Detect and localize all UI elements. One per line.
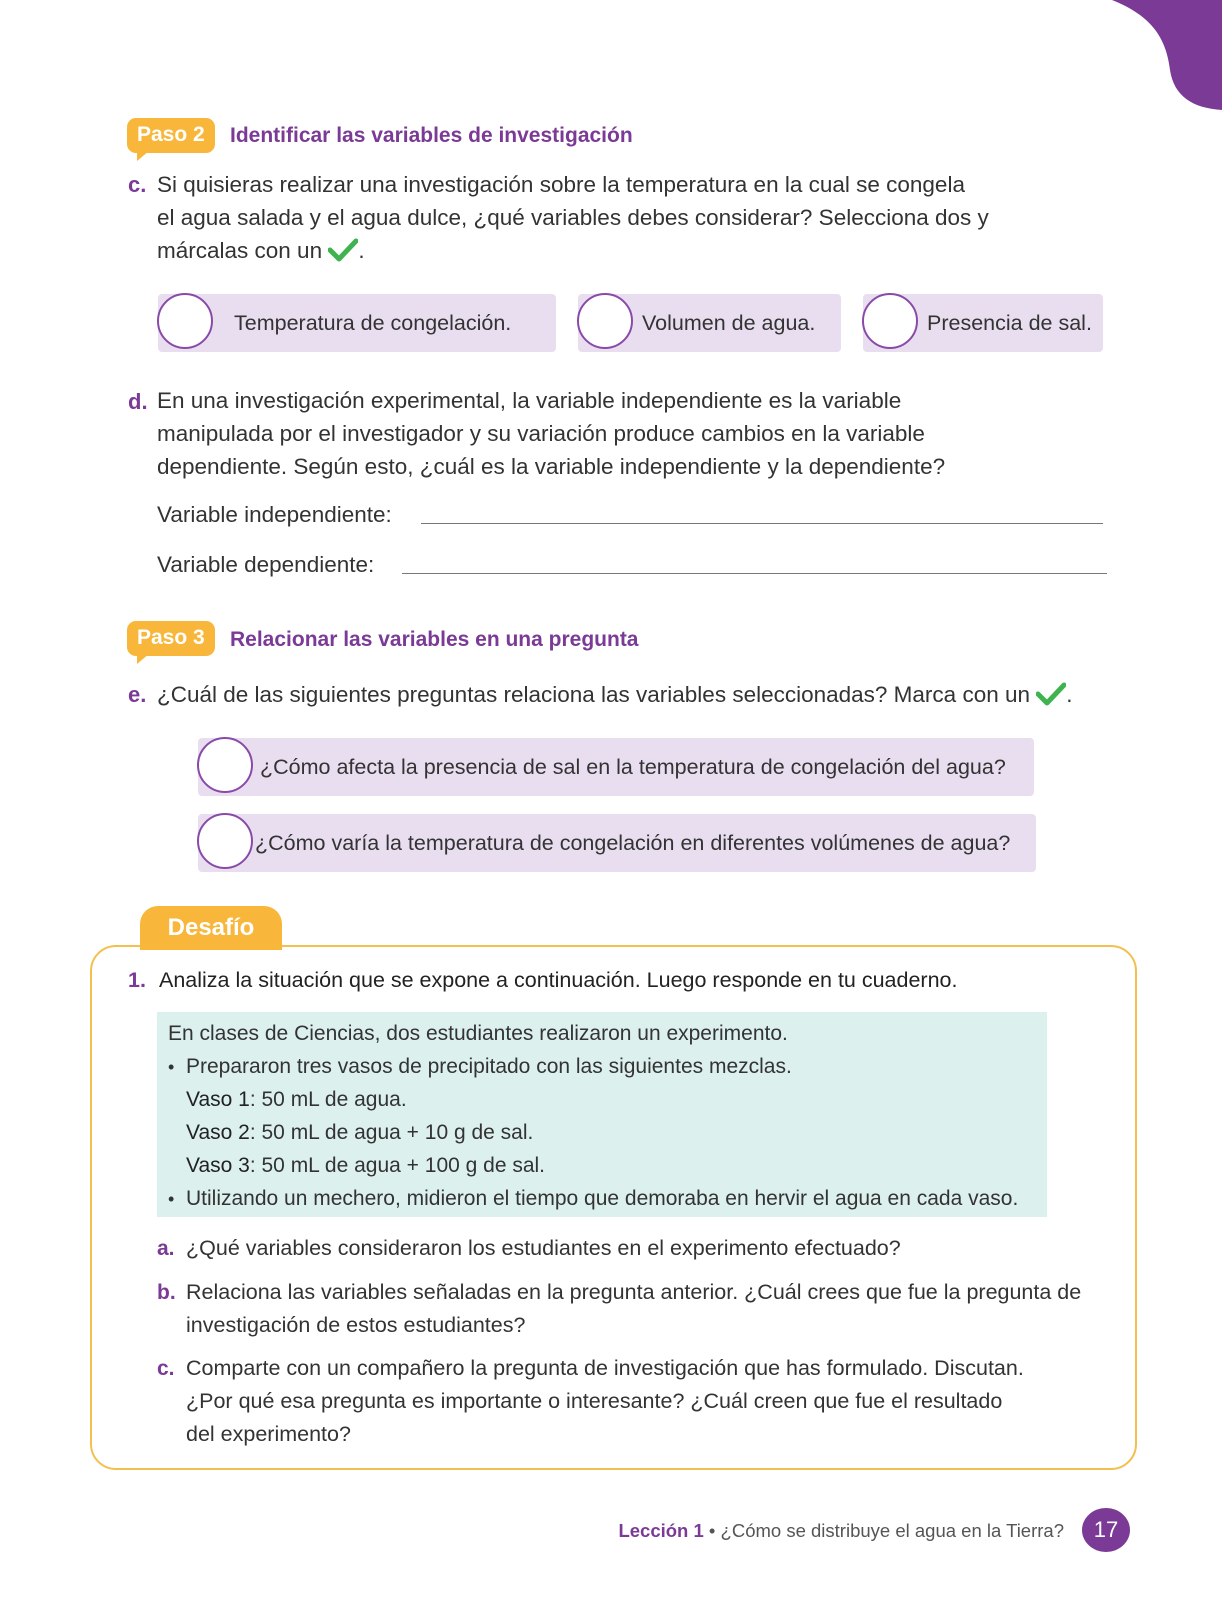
desafio-number: 1. (128, 968, 146, 992)
desafio-instruction: Analiza la situación que se expone a continuación. Luego responde en tu cuaderno. (159, 968, 958, 992)
page-number: 17 (1082, 1508, 1130, 1552)
desafio-question-line: ¿Por qué esa pregunta es importante o interesante? ¿Cuál creen que fue el resultado (186, 1389, 1003, 1413)
vaso-desc: : 50 mL de agua. (249, 1088, 407, 1111)
desafio-question-b-letter: b. (157, 1281, 176, 1304)
desafio-question-a-text (186, 1232, 901, 1265)
question-e-option-2[interactable] (198, 814, 1036, 872)
question-d-line: manipulada por el investigador y su variación produce cambios en la variable (157, 421, 925, 446)
info-vaso-1 (186, 1088, 407, 1112)
desafio-tab: Desafío (140, 906, 282, 950)
corner-decoration (1112, 0, 1222, 115)
question-d-line: dependiente. Según esto, ¿cuál es la variable independiente y la dependiente? (157, 454, 946, 479)
footer-separator: • (703, 1520, 721, 1541)
option-presencia-sal[interactable] (863, 294, 1103, 352)
independent-variable-label: Variable independiente: (157, 502, 392, 527)
question-d-letter: d. (128, 389, 148, 414)
desafio-question-line: Relaciona las variables señaladas en la pregunta anterior. ¿Cuál crees que fue la pregunta de (186, 1280, 1082, 1304)
check-icon (328, 238, 358, 262)
option-radio-circle[interactable] (197, 737, 253, 793)
question-c-end: . (358, 238, 365, 263)
vaso-name: Vaso 2 (186, 1121, 250, 1144)
option-radio-circle[interactable] (197, 813, 253, 869)
vaso-name: Vaso 1 (186, 1088, 250, 1111)
desafio-question-line: del experimento? (186, 1422, 351, 1446)
desafio-question-a-letter: a. (157, 1237, 175, 1260)
question-d-text (157, 384, 945, 483)
question-e-line: ¿Cuál de las siguientes preguntas relaciona las variables seleccionadas? Marca con un (157, 682, 1030, 707)
question-c-line: el agua salada y el agua dulce, ¿qué variables debes considerar? Selecciona dos y (157, 205, 989, 230)
desafio-question-line: Comparte con un compañero la pregunta de investigación que has formulado. Discutan. (186, 1356, 1024, 1380)
info-intro: En clases de Ciencias, dos estudiantes realizaron un experimento. (168, 1022, 788, 1045)
independent-variable-answer-line[interactable] (421, 523, 1103, 524)
desafio-question-line: ¿Qué variables consideraron los estudiantes en el experimento efectuado? (186, 1236, 901, 1260)
bullet-icon: • (168, 1057, 175, 1077)
dependent-variable-label: Variable dependiente: (157, 552, 375, 577)
option-volumen[interactable] (578, 294, 841, 352)
question-c-last-line: márcalas con un (157, 238, 323, 263)
info-vaso-2 (186, 1121, 533, 1145)
option-label: Presencia de sal. (927, 311, 1092, 335)
footer-lesson (618, 1520, 1064, 1542)
desafio-question-c-letter: c. (157, 1357, 175, 1380)
question-c-line: Si quisieras realizar una investigación sobre la temperatura en la cual se congela (157, 172, 965, 197)
lesson-number: Lección 1 (618, 1520, 704, 1541)
option-temperatura[interactable] (158, 294, 556, 352)
option-label: Volumen de agua. (642, 311, 816, 335)
desafio-question-b-text (186, 1276, 1081, 1342)
lesson-title: ¿Cómo se distribuye el agua en la Tierra? (720, 1520, 1064, 1541)
paso-2-tag: Paso 2 (127, 118, 215, 153)
question-e-option-1[interactable] (198, 738, 1034, 796)
bullet-icon: • (168, 1189, 175, 1209)
info-bullet-2: Utilizando un mechero, midieron el tiempo que demoraba en hervir el agua en cada vaso. (186, 1187, 1019, 1210)
check-icon (1036, 682, 1066, 706)
desafio-question-line: investigación de estos estudiantes? (186, 1313, 526, 1337)
question-c-letter: c. (128, 172, 147, 197)
option-label: ¿Cómo afecta la presencia de sal en la temperatura de congelación del agua? (260, 755, 1006, 779)
option-radio-circle[interactable] (577, 293, 633, 349)
vaso-name: Vaso 3 (186, 1154, 250, 1177)
vaso-desc: : 50 mL de agua + 100 g de sal. (249, 1154, 546, 1177)
question-e-letter: e. (128, 682, 147, 707)
option-label: Temperatura de congelación. (234, 311, 512, 335)
question-d-line: En una investigación experimental, la variable independiente es la variable (157, 388, 902, 413)
option-label: ¿Cómo varía la temperatura de congelación en diferentes volúmenes de agua? (255, 831, 1011, 855)
info-vaso-3 (186, 1154, 545, 1178)
option-radio-circle[interactable] (157, 293, 213, 349)
paso-3-title: Relacionar las variables en una pregunta (230, 628, 639, 651)
paso-3-tag: Paso 3 (127, 621, 215, 656)
vaso-desc: : 50 mL de agua + 10 g de sal. (249, 1121, 534, 1144)
question-e-text (157, 678, 1073, 711)
question-c-text (157, 168, 989, 267)
option-radio-circle[interactable] (862, 293, 918, 349)
paso-2-title: Identificar las variables de investigación (230, 124, 633, 147)
dependent-variable-answer-line[interactable] (402, 573, 1107, 574)
desafio-question-c-text (186, 1352, 1024, 1451)
question-e-end: . (1066, 682, 1073, 707)
question-c-line (157, 234, 989, 267)
info-bullet-1: Prepararon tres vasos de precipitado con las siguientes mezclas. (186, 1055, 792, 1078)
